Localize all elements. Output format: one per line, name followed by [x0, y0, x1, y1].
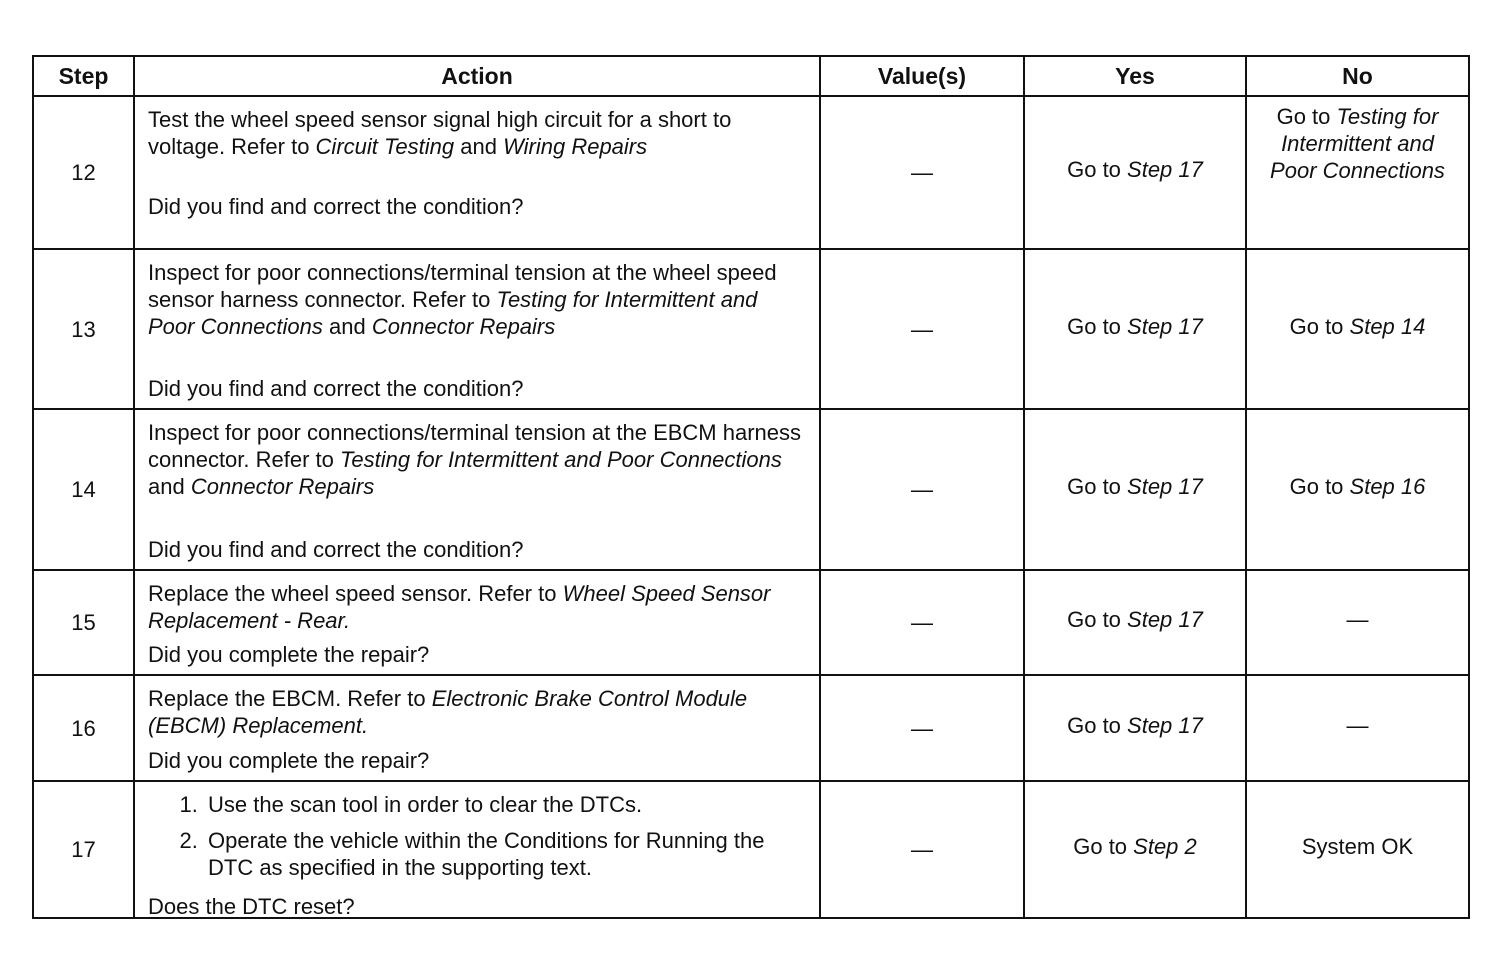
yes-cell: Go to Step 17: [1024, 96, 1246, 249]
step-number: 17: [33, 781, 134, 918]
list-item: 1. Use the scan tool in order to clear the DTCs.: [204, 791, 805, 818]
no-cell: System OK: [1246, 781, 1469, 918]
header-no: No: [1246, 56, 1469, 96]
diagnostic-table: [32, 55, 1470, 919]
table-row: [33, 675, 1469, 781]
yes-cell: Go to Step 17: [1024, 409, 1246, 570]
no-cell: —: [1246, 675, 1469, 781]
yes-cell: Go to Step 17: [1024, 249, 1246, 409]
value-cell: —: [820, 96, 1024, 249]
action-text: Test the wheel speed sensor signal high circuit for a short to voltage. Refer to Circuit Testing and Wiring Repairs: [148, 106, 732, 159]
yes-cell: Go to Step 17: [1024, 570, 1246, 675]
step-number: 16: [33, 675, 134, 781]
table-row: [33, 409, 1469, 570]
value-cell: —: [820, 781, 1024, 918]
action-question: Did you find and correct the condition?: [148, 193, 524, 219]
value-cell: —: [820, 570, 1024, 675]
action-text: Inspect for poor connections/terminal tension at the EBCM harness connector. Refer to Testing for Intermittent and Poor Connections and Connector Repairs: [148, 419, 802, 499]
header-row: [33, 56, 1469, 96]
table-row: [33, 781, 1469, 918]
yes-cell: Go to Step 17: [1024, 675, 1246, 781]
action-text: Replace the EBCM. Refer to Electronic Brake Control Module (EBCM) Replacement.: [148, 685, 748, 738]
table-row: [33, 96, 1469, 249]
step-number: 12: [33, 96, 134, 249]
value-cell: —: [820, 675, 1024, 781]
action-cell: [134, 781, 820, 918]
no-cell: —: [1246, 570, 1469, 675]
action-question: Did you find and correct the condition?: [148, 375, 524, 401]
action-cell: [134, 570, 820, 675]
value-cell: —: [820, 249, 1024, 409]
step-number: 14: [33, 409, 134, 570]
yes-cell: Go to Step 2: [1024, 781, 1246, 918]
action-list: [148, 791, 805, 887]
header-action: Action: [134, 56, 820, 96]
no-cell: Go to Step 14: [1246, 249, 1469, 409]
header-values: Value(s): [820, 56, 1024, 96]
action-text: Inspect for poor connections/terminal tension at the wheel speed sensor harness connector. Refer to Testing for Intermittent and Poor Connections and Connector Repairs: [148, 259, 777, 339]
action-question: Did you find and correct the condition?: [148, 536, 524, 562]
action-cell: [134, 96, 820, 249]
value-cell: —: [820, 409, 1024, 570]
no-cell: Go to Testing for Intermittent and Poor Connections: [1246, 96, 1469, 249]
action-question: Does the DTC reset?: [148, 893, 355, 919]
header-step: Step: [33, 56, 134, 96]
table-row: [33, 249, 1469, 409]
header-yes: Yes: [1024, 56, 1246, 96]
table-row: [33, 570, 1469, 675]
action-cell: [134, 675, 820, 781]
no-cell: Go to Step 16: [1246, 409, 1469, 570]
action-question: Did you complete the repair?: [148, 747, 430, 773]
action-text: Replace the wheel speed sensor. Refer to Wheel Speed Sensor Replacement - Rear.: [148, 580, 771, 633]
step-number: 13: [33, 249, 134, 409]
action-cell: [134, 409, 820, 570]
list-item: 2. Operate the vehicle within the Conditions for Running the DTC as specified in the supporting text.: [204, 827, 805, 881]
action-question: Did you complete the repair?: [148, 641, 430, 667]
action-cell: [134, 249, 820, 409]
step-number: 15: [33, 570, 134, 675]
